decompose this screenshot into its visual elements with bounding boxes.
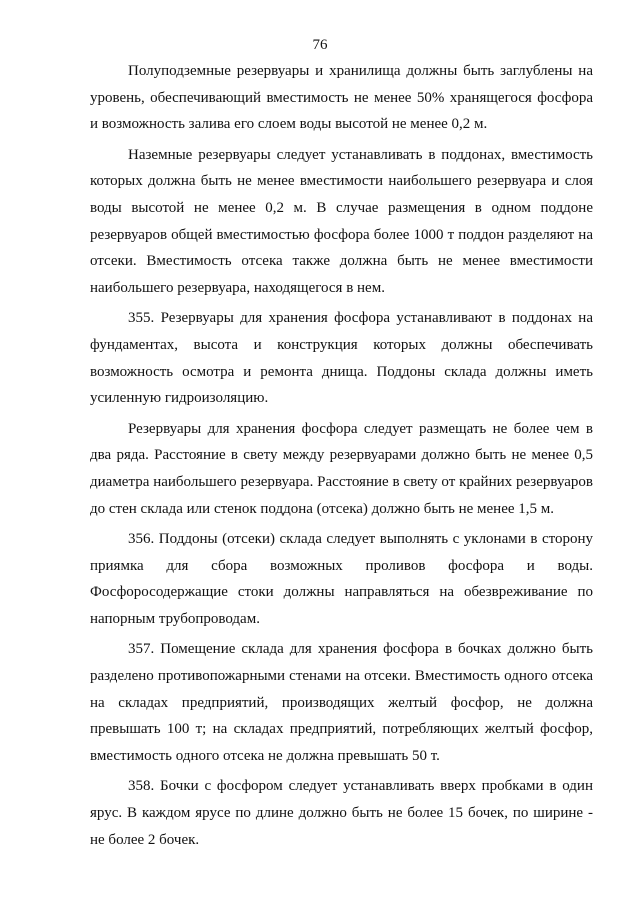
- paragraph-surface-tanks: Наземные резервуары следует устанавливать в поддонах, вместимость которых должна быть не менее вместимости наибольшего резервуара и слоя воды высотой не менее 0,2 м. В случае размещения в одном поддоне резервуаров общей вместимостью фосфора более 1000 т поддон разделяют на отсеки. Вместимость отсека также должна быть не менее вместимости наибольшего резервуара, находящегося в нем.: [90, 146, 593, 296]
- paragraph-355: 355. Резервуары для хранения фосфора устанавливают в поддонах на фундаментах, высота и конструкция которых должны обеспечивать возможность осмотра и ремонта днища. Поддоны склада должны иметь усиленную гидроизоляцию.: [90, 310, 593, 407]
- page-number: 76: [312, 37, 328, 53]
- paragraph-358: 358. Бочки с фосфором следует устанавливать вверх пробками в один ярус. В каждом ярусе по длине должно быть не более 15 бочек, по ширине - не более 2 бочек.: [90, 778, 593, 848]
- paragraph-underground-tanks: Полуподземные резервуары и хранилища должны быть заглублены на уровень, обеспечивающий вместимость не менее 50% хранящегося фосфора и возможность залива его слоем воды высотой не менее 0,2 м.: [90, 63, 593, 133]
- paragraph-356: 356. Поддоны (отсеки) склада следует выполнять с уклонами в сторону приямка для сбора возможных проливов фосфора и воды. Фосфоросодержащие стоки должны направляться на обезвреживание по напорным трубопроводам.: [90, 531, 593, 627]
- paragraph-tank-placement: Резервуары для хранения фосфора следует размещать не более чем в два ряда. Расстояние в свету между резервуарами должно быть не менее 0,5 диаметра наибольшего резервуара. Расстояние в свету от крайних резервуаров до стен склада или стенок поддона (отсека) должно быть не менее 1,5 м.: [90, 420, 593, 517]
- paragraph-357: 357. Помещение склада для хранения фосфора в бочках должно быть разделено противопожарными стенами на отсеки. Вместимость одного отсека на складах предприятий, производящих желтый фосфор, не должна превышать 100 т; на складах предприятий, потребляющих желтый фосфор, вместимость одного отсека не должна превышать 50 т.: [90, 641, 593, 764]
- document-body: [90, 58, 593, 857]
